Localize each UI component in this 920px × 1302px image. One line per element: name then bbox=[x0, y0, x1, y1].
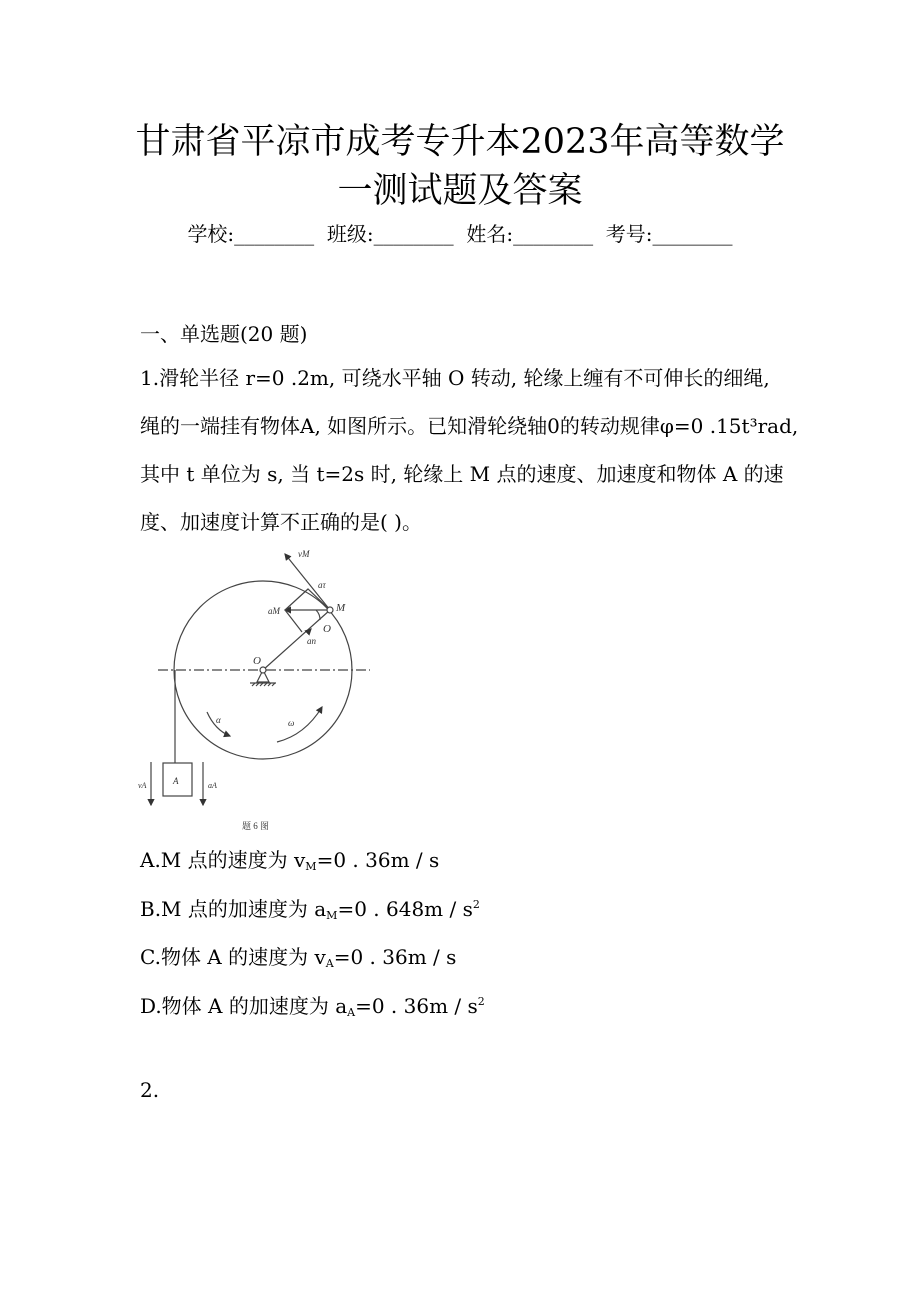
section-heading: 一、单选题(20 题) bbox=[140, 322, 308, 346]
student-info-line: 学校:________ 班级:________ 姓名:________ 考号:________ bbox=[187, 222, 733, 246]
option-c: C.物体 A 的速度为 $v_A=0$ . 36m / s bbox=[140, 945, 457, 970]
label-am: aM bbox=[268, 606, 280, 616]
option-a: A.M 点的速度为 $v_M=0$ . 36m / s bbox=[140, 848, 440, 873]
question-1-line-4: 度、加速度计算不正确的是( )。 bbox=[140, 510, 422, 534]
question-2-number: 2. bbox=[140, 1078, 160, 1102]
label-o: O bbox=[253, 655, 261, 667]
question-1-line-3: 其中 t 单位为 s, 当 t=2s 时, 轮缘上 M 点的速度、加速度和物体 A 的速 bbox=[140, 462, 784, 486]
label-va: vA bbox=[138, 781, 147, 790]
label-aa: aA bbox=[208, 781, 217, 790]
label-an: an bbox=[307, 636, 316, 646]
title-line-2: 一测试题及答案 bbox=[337, 171, 583, 211]
figure-caption: 题 6 图 bbox=[242, 821, 270, 831]
omega-arrow bbox=[277, 707, 322, 742]
label-at: aτ bbox=[318, 580, 326, 590]
label-vm: vM bbox=[298, 549, 310, 559]
label-m: M bbox=[336, 602, 346, 614]
option-d: D.物体 A 的加速度为 $a_A=0$ . $36m / s^2$ bbox=[140, 994, 485, 1019]
title-line-1: 甘肃省平凉市成考专升本2023年高等数学 bbox=[135, 122, 785, 162]
pulley-figure bbox=[130, 540, 390, 840]
label-o-small: O bbox=[323, 623, 331, 635]
question-1-line-2: 绳的一端挂有物体A, 如图所示。已知滑轮绕轴0的转动规律φ=0 .15t³rad, bbox=[140, 414, 799, 438]
label-a: A bbox=[173, 776, 179, 786]
label-alpha: α bbox=[216, 715, 221, 725]
label-omega: ω bbox=[288, 718, 295, 728]
question-1-line-1: 1.滑轮半径 r=0 .2m, 可绕水平轴 O 转动, 轮缘上缠有不可伸长的细绳, bbox=[140, 366, 770, 390]
option-b: B.M 点的加速度为 $a_M=0$ . $648m / s^2$ bbox=[140, 897, 480, 922]
